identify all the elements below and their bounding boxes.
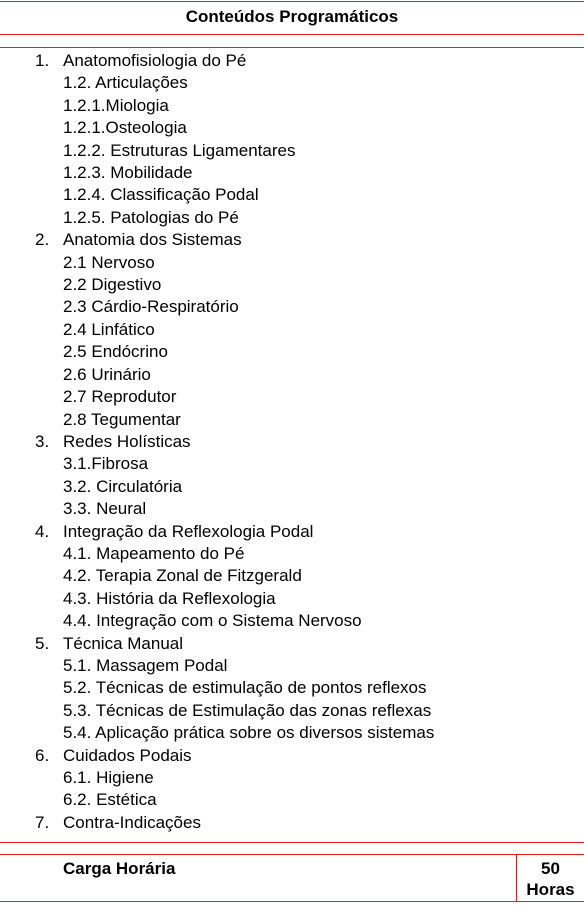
subsection-label: 1.2.5. Patologias do Pé: [63, 207, 239, 227]
subsection-item: [35, 207, 575, 229]
section-label: Cuidados Podais: [63, 745, 192, 765]
subsection-item: [35, 409, 575, 431]
workload-hours-unit: Horas: [526, 880, 575, 899]
section-number: 3.: [35, 431, 50, 451]
section-label: Contra-Indicações: [63, 812, 201, 832]
section-number: 2.: [35, 230, 50, 250]
section-number: 1.: [35, 51, 50, 70]
subsection-item: [35, 789, 575, 811]
bottom-border: [0, 901, 584, 902]
subsection-item: [35, 140, 575, 162]
section-number: 4.: [35, 521, 50, 541]
section-item: [35, 229, 575, 251]
section-label: Técnica Manual: [63, 633, 184, 653]
subsection-label: 5.4. Aplicação prática sobre os diversos sistemas: [63, 723, 435, 743]
subsection-item: [35, 722, 575, 744]
subsection-item: [35, 700, 575, 722]
subsection-item: [35, 498, 575, 520]
subsection-item: [35, 184, 575, 206]
subsection-item: [35, 543, 575, 565]
subsection-label: 2.8 Tegumentar: [63, 409, 181, 429]
subsection-label: 3.1.Fibrosa: [63, 454, 149, 474]
subsection-label: 2.1 Nervoso: [63, 252, 155, 272]
subsection-label: 5.1. Massagem Podal: [63, 655, 228, 675]
section-label: Anatomia dos Sistemas: [63, 230, 242, 250]
subsection-label: 2.4 Linfático: [63, 319, 155, 339]
subsection-label: 6.2. Estética: [63, 790, 157, 810]
subsection-item: [35, 364, 575, 386]
subsection-label: 1.2.4. Classificação Podal: [63, 185, 259, 205]
section-item: [35, 633, 575, 655]
subsection-item: [35, 341, 575, 363]
section-number: 7.: [35, 812, 50, 832]
subsection-item: [35, 274, 575, 296]
subsection-item: [35, 610, 575, 632]
footer-top-border-inner: [0, 854, 584, 855]
subsection-label: 4.4. Integração com o Sistema Nervoso: [63, 611, 362, 631]
footer-top-border: [0, 842, 584, 843]
top-border: [0, 1, 584, 2]
subsection-item: [35, 453, 575, 475]
subsection-item: [35, 655, 575, 677]
subsection-label: 5.2. Técnicas de estimulação de pontos reflexos: [63, 678, 427, 698]
subsection-label: 4.3. História da Reflexologia: [63, 588, 276, 608]
page-title: Conteúdos Programáticos: [185, 7, 399, 26]
subsection-item: [35, 252, 575, 274]
subsection-item: [35, 767, 575, 789]
section-item: [35, 812, 575, 834]
section-number: 6.: [35, 745, 50, 765]
subsection-item: [35, 72, 575, 94]
subsection-item: [35, 565, 575, 587]
workload-hours: [517, 858, 584, 900]
subsection-label: 1.2.3. Mobilidade: [63, 163, 193, 183]
subsection-label: 1.2.1.Osteologia: [63, 118, 187, 138]
subsection-item: [35, 319, 575, 341]
subsection-item: [35, 162, 575, 184]
workload-label: Carga Horária: [63, 859, 176, 878]
subsection-label: 3.2. Circulatória: [63, 476, 183, 496]
section-label: Redes Holísticas: [63, 431, 191, 451]
subsection-item: [35, 95, 575, 117]
subsection-label: 3.3. Neural: [63, 499, 147, 519]
subsection-label: 2.6 Urinário: [63, 364, 151, 384]
section-item: [35, 50, 575, 72]
section-number: 5.: [35, 633, 50, 653]
section-item: [35, 431, 575, 453]
subsection-label: 2.2 Digestivo: [63, 275, 162, 295]
subsection-label: 1.2. Articulações: [63, 73, 188, 93]
subsection-label: 2.5 Endócrino: [63, 342, 168, 362]
section-item: [35, 745, 575, 767]
subsection-item: [35, 677, 575, 699]
title-divider: [0, 34, 584, 35]
subsection-label: 6.1. Higiene: [63, 768, 154, 787]
section-item: [35, 521, 575, 543]
subsection-item: [35, 386, 575, 408]
subsection-item: [35, 117, 575, 139]
section-label: Anatomofisiologia do Pé: [63, 51, 247, 70]
subsection-item: [35, 588, 575, 610]
workload-hours-value: 50: [541, 859, 560, 878]
subsection-label: 2.3 Cárdio-Respiratório: [63, 297, 239, 317]
title-divider-lower: [0, 47, 584, 48]
subsection-label: 4.1. Mapeamento do Pé: [63, 543, 245, 563]
subsection-label: 1.2.2. Estruturas Ligamentares: [63, 140, 296, 160]
subsection-label: 5.3. Técnicas de Estimulação das zonas reflexas: [63, 700, 432, 720]
subsection-item: [35, 476, 575, 498]
subsection-item: [35, 296, 575, 318]
section-label: Integração da Reflexologia Podal: [63, 521, 314, 541]
syllabus-list: [35, 50, 575, 834]
subsection-label: 2.7 Reprodutor: [63, 387, 177, 407]
subsection-label: 4.2. Terapia Zonal de Fitzgerald: [63, 566, 302, 586]
subsection-label: 1.2.1.Miologia: [63, 95, 169, 115]
